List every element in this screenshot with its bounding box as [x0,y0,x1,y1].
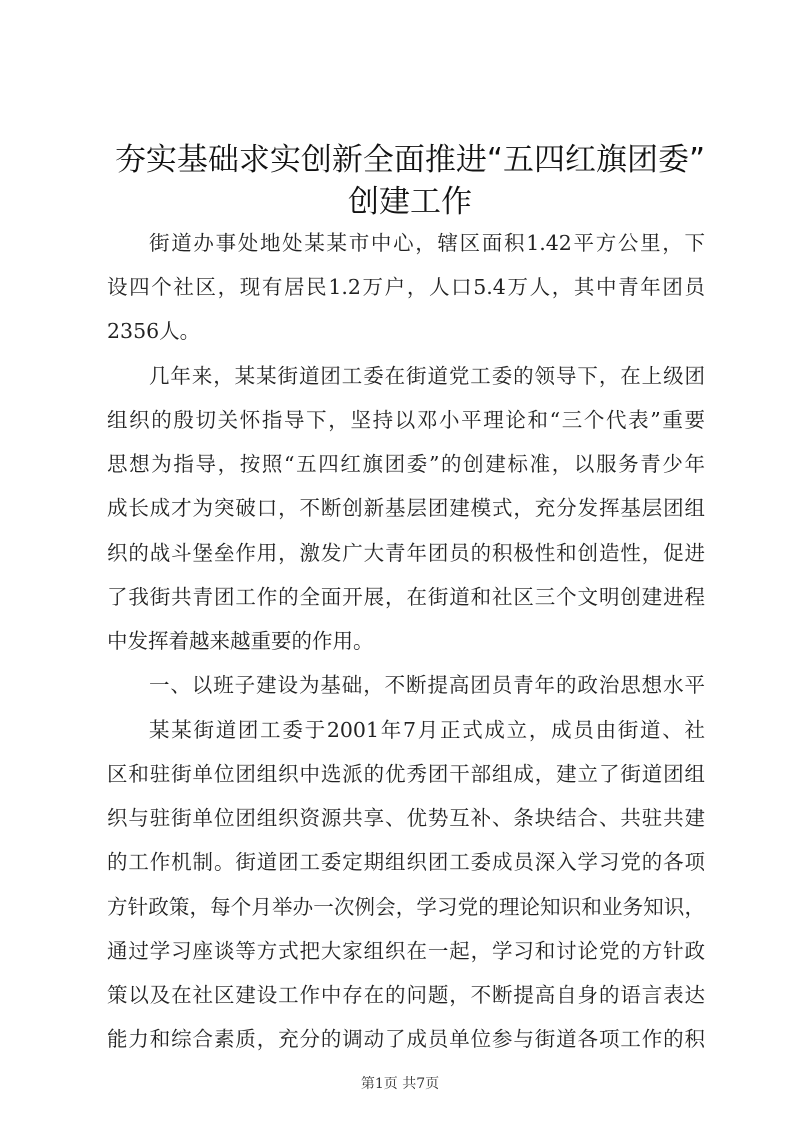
body-line: 的工作机制。街道团工委定期组织团工委成员深入学习党的各项 [107,850,705,875]
body-line: 街道办事处地处某某市中心，辖区面积1.42平方公里，下 [149,231,705,255]
body-line: 策以及在社区建设工作中存在的问题，不断提高自身的语言表达 [107,983,705,1007]
document-title-line-2: 创建工作 [348,184,472,220]
body-line: 设四个社区，现有居民1.2万户，人口5.4万人，其中青年团员 [107,275,705,300]
body-line: 某某街道团工委于2001年7月正式成立，成员由街道、社 [149,717,705,742]
page-footer: 第1页 共7页 [360,1076,440,1092]
body-line: 几年来，某某街道团工委在街道党工委的领导下，在上级团 [149,363,705,388]
body-line: 组织的殷切关怀指导下，坚持以邓小平理论和“三个代表”重要 [107,407,705,432]
body-line: 织与驻街单位团组织资源共享、优势互补、条块结合、共驻共建 [107,806,705,831]
section-heading: 一、以班子建设为基础，不断提高团员青年的政治思想水平 [149,673,705,698]
body-line: 织的战斗堡垒作用，激发广大青年团员的积极性和创造性，促进 [107,540,705,565]
body-line: 通过学习座谈等方式把大家组织在一起，学习和讨论党的方针政 [107,938,705,963]
body-line: 能力和综合素质，充分的调动了成员单位参与街道各项工作的积 [107,1027,705,1052]
body-line: 思想为指导，按照“五四红旗团委”的创建标准，以服务青少年 [107,452,705,477]
body-line: 2356人。 [107,319,201,344]
document-title-line-1: 夯实基础求实创新全面推进“五四红旗团委” [114,142,706,178]
body-line: 了我街共青团工作的全面开展，在街道和社区三个文明创建进程 [107,584,705,609]
body-line: 区和驻街单位团组织中选派的优秀团干部组成，建立了街道团组 [107,761,705,786]
body-line: 中发挥着越来越重要的作用。 [107,629,374,654]
body-line: 方针政策，每个月举办一次例会，学习党的理论知识和业务知识， [107,894,705,919]
body-line: 成长成才为突破口，不断创新基层团建模式，充分发挥基层团组 [107,496,705,521]
